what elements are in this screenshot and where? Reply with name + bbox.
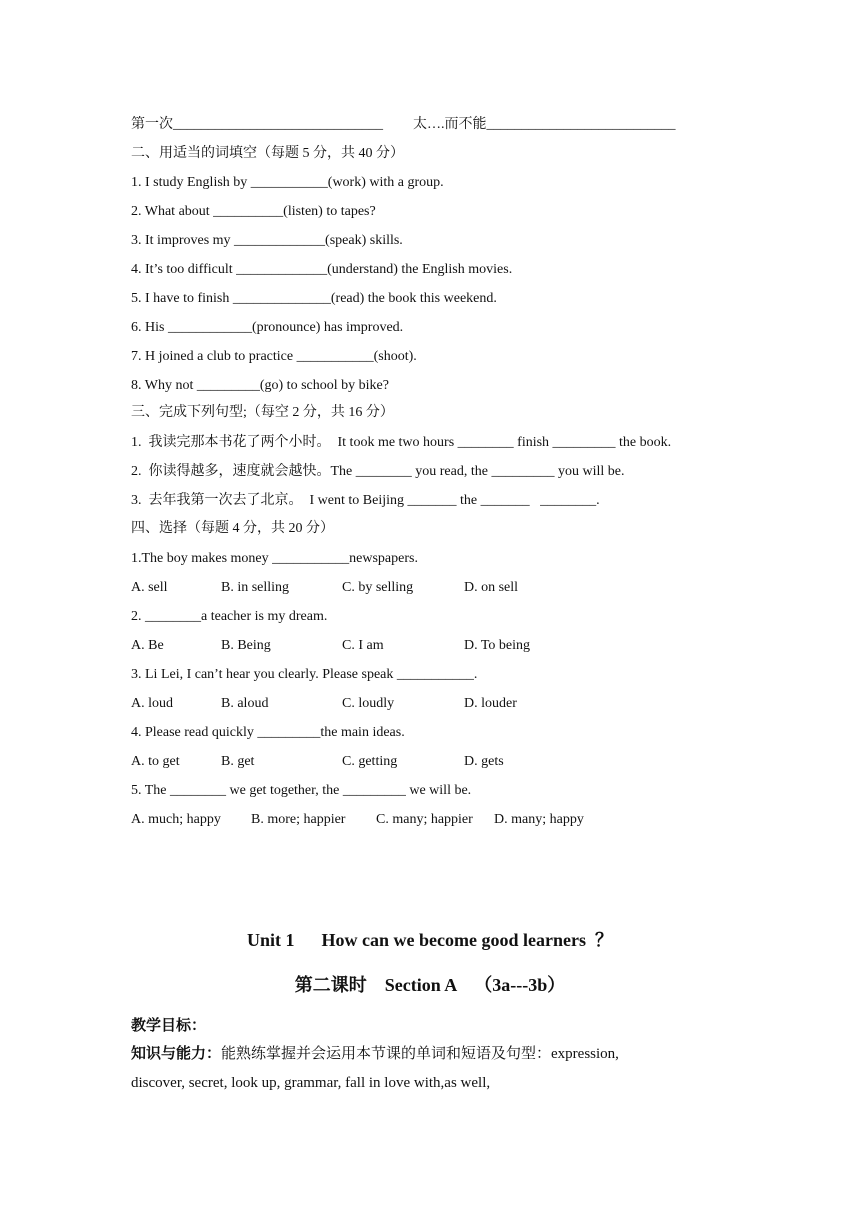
unit-title: Unit 1 How can we become good learners ？	[247, 930, 613, 950]
question-text: 5. The ________ we get together, the _________ we will be.	[131, 783, 472, 798]
section2-item: 5. I have to finish ______________(read) the book this weekend.	[131, 291, 497, 306]
top-line-first-time: 第一次______________________________	[131, 117, 383, 132]
option-d: D. on sell	[464, 580, 519, 595]
top-line-too-to: 太….而不能___________________________	[413, 117, 676, 132]
question-text: 3. Li Lei, I can’t hear you clearly. Please speak ___________.	[131, 667, 478, 682]
section4-heading: 四、选择（每题 4 分，共 20 分）	[131, 521, 334, 536]
section2-item: 6. His ____________(pronounce) has improved.	[131, 320, 404, 335]
objectives-heading: 教学目标：	[131, 1018, 207, 1034]
section2-heading: 二、用适当的词填空（每题 5 分，共 40 分）	[131, 146, 404, 161]
section3-item: 2. 你读得越多，速度就会越快。The ________ you read, the _________ you will be.	[131, 464, 625, 479]
question-text: 4. Please read quickly _________the main ideas.	[131, 725, 405, 740]
option-b: B. more; happier	[251, 812, 346, 827]
option-d: D. louder	[464, 696, 517, 711]
option-a: A. Be	[131, 638, 164, 653]
knowledge-continuation: discover, secret, look up, grammar, fall in love with,as well,	[131, 1075, 491, 1091]
option-b: B. Being	[221, 638, 271, 653]
section3-item: 1. 我读完那本书花了两个小时。 It took me two hours ________ finish _________ the book.	[131, 435, 672, 450]
option-d: D. To being	[464, 638, 531, 653]
option-c: C. many; happier	[376, 812, 473, 827]
question-text: 1.The boy makes money ___________newspapers.	[131, 551, 418, 566]
knowledge-line	[131, 1044, 619, 1064]
option-a: A. sell	[131, 580, 168, 595]
option-c: C. I am	[342, 638, 384, 653]
option-b: B. in selling	[221, 580, 290, 595]
knowledge-label: 知识与能力：	[131, 1046, 222, 1062]
option-b: B. aloud	[221, 696, 269, 711]
section2-item: 4. It’s too difficult _____________(understand) the English movies.	[131, 262, 513, 277]
option-c: C. getting	[342, 754, 398, 769]
option-a: A. much; happy	[131, 812, 221, 827]
section3-item: 3. 去年我第一次去了北京。 I went to Beijing _______ the _______ ________.	[131, 493, 600, 508]
option-b: B. get	[221, 754, 255, 769]
option-c: C. by selling	[342, 580, 414, 595]
option-d: D. gets	[464, 754, 504, 769]
option-a: A. loud	[131, 696, 173, 711]
section3-heading: 三、完成下列句型;（每空 2 分，共 16 分）	[131, 405, 394, 420]
section2-item: 1. I study English by ___________(work) with a group.	[131, 175, 444, 190]
section2-item: 3. It improves my _____________(speak) skills.	[131, 233, 403, 248]
section2-item: 8. Why not _________(go) to school by bike?	[131, 378, 389, 393]
question-text: 2. ________a teacher is my dream.	[131, 609, 328, 624]
lesson-subtitle: 第二课时 Section A （3a---3b）	[294, 975, 566, 995]
section2-item: 2. What about __________(listen) to tapes?	[131, 204, 376, 219]
knowledge-text: 能熟练掌握并会运用本节课的单词和短语及句型：expression,	[221, 1046, 619, 1062]
option-c: C. loudly	[342, 696, 395, 711]
section2-item: 7. H joined a club to practice ___________(shoot).	[131, 349, 417, 364]
option-d: D. many; happy	[494, 812, 584, 827]
option-a: A. to get	[131, 754, 180, 769]
